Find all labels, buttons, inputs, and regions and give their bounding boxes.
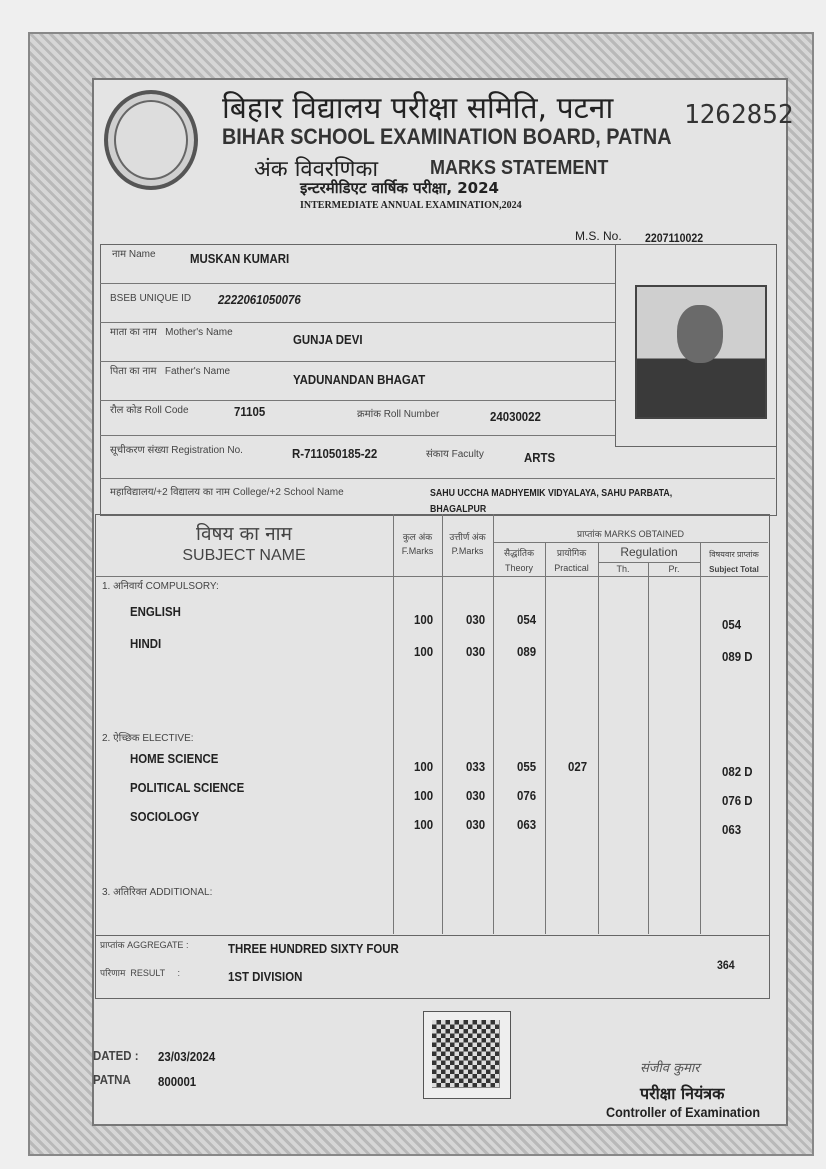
marks-f: 100	[414, 759, 434, 774]
marks-total: 089 D	[722, 649, 753, 664]
ms-number: 2207110022	[645, 231, 704, 245]
marks-subject: HOME SCIENCE	[130, 751, 219, 766]
student-name: MUSKAN KUMARI	[190, 251, 290, 266]
pmarks-hindi: उत्तीर्ण अंक	[449, 532, 486, 542]
marks-p: 030	[466, 788, 486, 803]
qr-code	[423, 1011, 511, 1099]
marks-theory: 063	[517, 817, 537, 832]
reg-theory-header: Th.	[616, 564, 630, 574]
elective-section: 2. ऐच्छिक ELECTIVE:	[102, 733, 194, 744]
father-name: YADUNANDAN BHAGAT	[293, 372, 426, 387]
marks-subject: HINDI	[130, 636, 162, 651]
marks-subject: ENGLISH	[130, 604, 181, 619]
marks-f: 100	[414, 788, 434, 803]
board-seal-logo	[104, 90, 198, 190]
pin-code: 800001	[158, 1074, 197, 1089]
marks-theory: 054	[517, 612, 537, 627]
marks-theory: 055	[517, 759, 537, 774]
marks-p: 030	[466, 817, 486, 832]
marks-total: 082 D	[722, 764, 753, 779]
summary-box	[95, 934, 770, 999]
college-line1: SAHU UCCHA MADHYEMIK VIDYALAYA, SAHU PARBATA,	[430, 488, 673, 499]
regulation-header: Regulation	[620, 545, 678, 559]
registration-number: R-711050185-22	[292, 446, 378, 461]
father-label: पिता का नाम Father's Name	[110, 366, 231, 377]
marks-total: 063	[722, 822, 742, 837]
city: PATNA	[93, 1072, 131, 1087]
fmarks-hindi: कुल अंक	[402, 532, 433, 542]
fmarks-header: F.Marks	[401, 546, 434, 556]
practical-header: Practical	[554, 563, 589, 573]
marks-theory: 089	[517, 644, 537, 659]
result-label: परिणाम RESULT :	[100, 968, 181, 978]
college-line2: BHAGALPUR	[430, 504, 487, 515]
marks-total: 076 D	[722, 793, 753, 808]
dated-label: DATED :	[93, 1048, 139, 1063]
marks-f: 100	[414, 644, 434, 659]
date: 23/03/2024	[158, 1049, 216, 1064]
result: 1ST DIVISION	[228, 969, 303, 984]
exam-english: INTERMEDIATE ANNUAL EXAMINATION,2024	[300, 200, 522, 211]
controller-hindi: परीक्षा नियंत्रक	[640, 1084, 725, 1103]
exam-hindi: इन्टरमीडिएट वार्षिक परीक्षा, 2024	[300, 179, 499, 197]
marks-f: 100	[414, 612, 434, 627]
student-photo	[635, 285, 767, 419]
subject-header: SUBJECT NAME	[182, 547, 306, 564]
faculty: ARTS	[524, 450, 556, 465]
roll-number-label: क्रमांक Roll Number	[357, 409, 440, 420]
practical-hindi: प्रायोगिक	[556, 548, 587, 558]
aggregate-label: प्राप्तांक AGGREGATE :	[100, 940, 189, 950]
marks-obtained-header: प्राप्तांक MARKS OBTAINED	[577, 529, 684, 539]
roll-code-label: रौल कोड Roll Code	[110, 405, 189, 416]
faculty-label: संकाय Faculty	[426, 449, 484, 460]
controller-english: Controller of Examination	[606, 1104, 761, 1120]
marks-practical: 027	[568, 759, 588, 774]
aggregate-words: THREE HUNDRED SIXTY FOUR	[228, 941, 399, 956]
marks-f: 100	[414, 817, 434, 832]
marks-subject: SOCIOLOGY	[130, 809, 200, 824]
subject-total-hindi: विषयवार प्राप्तांक	[709, 550, 759, 559]
theory-header: Theory	[504, 563, 533, 573]
uid-label: BSEB UNIQUE ID	[110, 293, 192, 304]
serial-number: 1262852	[684, 100, 794, 130]
mother-label: माता का नाम Mother's Name	[110, 327, 233, 338]
statement-hindi: अंक विवरणिका	[254, 157, 379, 182]
mother-name: GUNJA DEVI	[293, 332, 363, 347]
marks-theory: 076	[517, 788, 537, 803]
hindi-title: बिहार विद्यालय परीक्षा समिति, पटना	[222, 91, 614, 126]
roll-code: 71105	[234, 404, 266, 419]
additional-section: 3. अतिरिक्त ADDITIONAL:	[102, 887, 213, 898]
college-label: महाविद्यालय/+2 विद्यालय का नाम College/+2 School Name	[110, 487, 344, 498]
ms-label: M.S. No.	[575, 229, 622, 243]
name-label: नाम Name	[112, 249, 156, 260]
roll-number: 24030022	[490, 409, 541, 424]
signature: संजीव कुमार	[640, 1061, 700, 1076]
english-title: BIHAR SCHOOL EXAMINATION BOARD, PATNA	[222, 124, 672, 149]
marks-p: 033	[466, 759, 486, 774]
aggregate-total: 364	[717, 958, 735, 972]
marks-subject: POLITICAL SCIENCE	[130, 780, 245, 795]
statement-english: MARKS STATEMENT	[430, 157, 609, 179]
compulsory-section: 1. अनिवार्य COMPULSORY:	[102, 581, 219, 592]
reg-practical-header: Pr.	[668, 564, 680, 574]
marks-total: 054	[722, 617, 742, 632]
subject-total-header: Subject Total	[709, 565, 759, 574]
pmarks-header: P.Marks	[451, 546, 484, 556]
theory-hindi: सैद्धांतिक	[504, 548, 534, 558]
unique-id: 2222061050076	[218, 292, 301, 307]
marks-p: 030	[466, 644, 486, 659]
registration-label: सूचीकरण संख्या Registration No.	[110, 445, 243, 456]
marks-p: 030	[466, 612, 486, 627]
subject-hindi-header: विषय का नाम	[196, 523, 292, 545]
